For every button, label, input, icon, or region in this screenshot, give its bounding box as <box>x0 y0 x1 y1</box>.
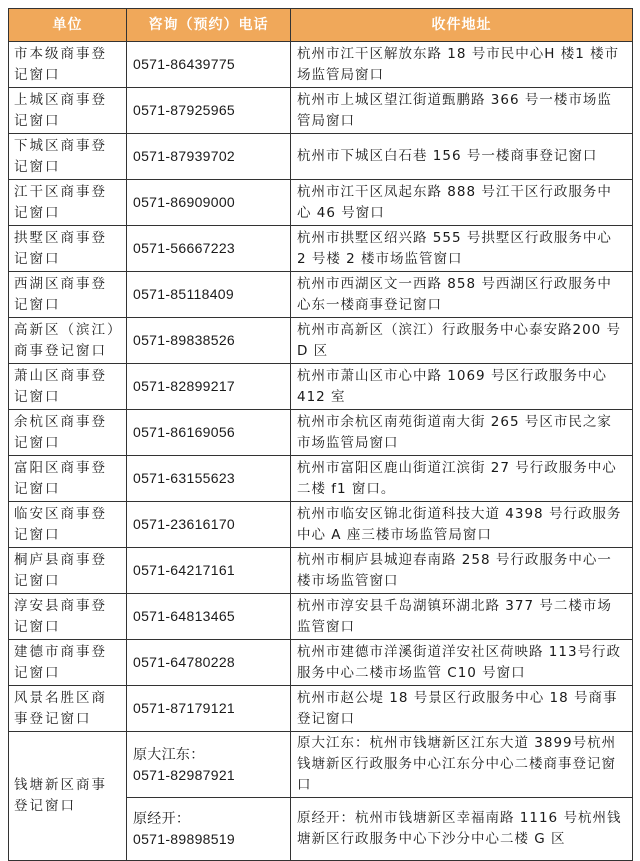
table-row <box>9 364 633 410</box>
unit-cell: 拱墅区商事登记窗口 <box>9 226 127 272</box>
phone-cell: 0571-87179121 <box>127 686 291 732</box>
sub-phone-number: 0571-82987921 <box>133 766 235 783</box>
unit-cell-qiantang: 钱塘新区商事登记窗口 <box>9 732 127 861</box>
address-cell: 杭州市建德市洋溪街道洋安社区荷映路 113号行政服务中心二楼市场监管 C10 号窗口 <box>291 640 633 686</box>
phone-cell: 0571-64217161 <box>127 548 291 594</box>
phone-cell: 0571-64780228 <box>127 640 291 686</box>
table-row <box>9 686 633 732</box>
sub-area-label: 原大江东： <box>133 745 205 762</box>
address-cell: 杭州市西湖区文一西路 858 号西湖区行政服务中心东一楼商事登记窗口 <box>291 272 633 318</box>
address-cell: 杭州市上城区望江街道甄鹏路 366 号一楼市场监管局窗口 <box>291 88 633 134</box>
unit-cell: 风景名胜区商事登记窗口 <box>9 686 127 732</box>
phone-cell: 0571-82899217 <box>127 364 291 410</box>
phone-cell-qiantang-2 <box>127 798 291 861</box>
table-row <box>9 42 633 88</box>
office-table-wrapper <box>8 8 632 861</box>
address-cell: 杭州市桐庐县城迎春南路 258 号行政服务中心一楼市场监管窗口 <box>291 548 633 594</box>
phone-cell: 0571-63155623 <box>127 456 291 502</box>
table-row <box>9 88 633 134</box>
unit-cell: 富阳区商事登记窗口 <box>9 456 127 502</box>
address-cell: 杭州市拱墅区绍兴路 555 号拱墅区行政服务中心 2 号楼 2 楼市场监管窗口 <box>291 226 633 272</box>
phone-cell-qiantang-1 <box>127 732 291 798</box>
address-cell: 杭州市高新区（滨江）行政服务中心泰安路200 号 D 区 <box>291 318 633 364</box>
unit-cell: 临安区商事登记窗口 <box>9 502 127 548</box>
address-cell: 杭州市下城区白石巷 156 号一楼商事登记窗口 <box>291 134 633 180</box>
address-cell: 杭州市余杭区南苑街道南大街 265 号区市民之家市场监管局窗口 <box>291 410 633 456</box>
unit-cell: 上城区商事登记窗口 <box>9 88 127 134</box>
table-row-qiantang-1 <box>9 732 633 798</box>
header-phone: 咨询（预约）电话 <box>127 9 291 42</box>
phone-cell: 0571-23616170 <box>127 502 291 548</box>
unit-cell: 市本级商事登记窗口 <box>9 42 127 88</box>
table-row <box>9 502 633 548</box>
phone-cell: 0571-86169056 <box>127 410 291 456</box>
table-row <box>9 180 633 226</box>
unit-cell: 建德市商事登记窗口 <box>9 640 127 686</box>
unit-cell: 余杭区商事登记窗口 <box>9 410 127 456</box>
address-cell-qiantang-1: 原大江东：杭州市钱塘新区江东大道 3899号杭州钱塘新区行政服务中心江东分中心二楼商事登记窗口 <box>291 732 633 798</box>
unit-cell: 西湖区商事登记窗口 <box>9 272 127 318</box>
phone-cell: 0571-87925965 <box>127 88 291 134</box>
unit-cell: 萧山区商事登记窗口 <box>9 364 127 410</box>
table-row <box>9 640 633 686</box>
phone-cell: 0571-86909000 <box>127 180 291 226</box>
table-row <box>9 134 633 180</box>
table-header-row <box>9 9 633 42</box>
phone-cell: 0571-64813465 <box>127 594 291 640</box>
phone-cell: 0571-85118409 <box>127 272 291 318</box>
unit-cell: 江干区商事登记窗口 <box>9 180 127 226</box>
address-cell: 杭州市萧山区市心中路 1069 号区行政服务中心 412 室 <box>291 364 633 410</box>
table-row <box>9 318 633 364</box>
address-cell: 杭州市江干区凤起东路 888 号江干区行政服务中心 46 号窗口 <box>291 180 633 226</box>
table-row <box>9 456 633 502</box>
phone-cell: 0571-87939702 <box>127 134 291 180</box>
address-cell: 杭州市江干区解放东路 18 号市民中心H 楼1 楼市场监管局窗口 <box>291 42 633 88</box>
phone-cell: 0571-86439775 <box>127 42 291 88</box>
address-cell: 杭州市赵公堤 18 号景区行政服务中心 18 号商事登记窗口 <box>291 686 633 732</box>
sub-area-label: 原经开： <box>133 810 191 826</box>
header-unit: 单位 <box>9 9 127 42</box>
address-cell: 杭州市临安区锦北街道科技大道 4398 号行政服务中心 A 座三楼市场监管局窗口 <box>291 502 633 548</box>
address-cell-qiantang-2: 原经开：杭州市钱塘新区幸福南路 1116 号杭州钱塘新区行政服务中心下沙分中心二楼 G 区 <box>291 798 633 861</box>
sub-phone-number: 0571-89898519 <box>133 831 235 847</box>
table-row <box>9 272 633 318</box>
unit-cell: 下城区商事登记窗口 <box>9 134 127 180</box>
table-row <box>9 226 633 272</box>
table-row <box>9 548 633 594</box>
phone-cell: 0571-56667223 <box>127 226 291 272</box>
header-address: 收件地址 <box>291 9 633 42</box>
unit-cell: 淳安县商事登记窗口 <box>9 594 127 640</box>
table-row <box>9 410 633 456</box>
address-cell: 杭州市淳安县千岛湖镇环湖北路 377 号二楼市场监管窗口 <box>291 594 633 640</box>
unit-cell: 桐庐县商事登记窗口 <box>9 548 127 594</box>
address-cell: 杭州市富阳区鹿山街道江滨街 27 号行政服务中心二楼 f1 窗口。 <box>291 456 633 502</box>
phone-cell: 0571-89838526 <box>127 318 291 364</box>
unit-cell: 高新区（滨江）商事登记窗口 <box>9 318 127 364</box>
table-row <box>9 594 633 640</box>
office-table <box>8 8 633 861</box>
